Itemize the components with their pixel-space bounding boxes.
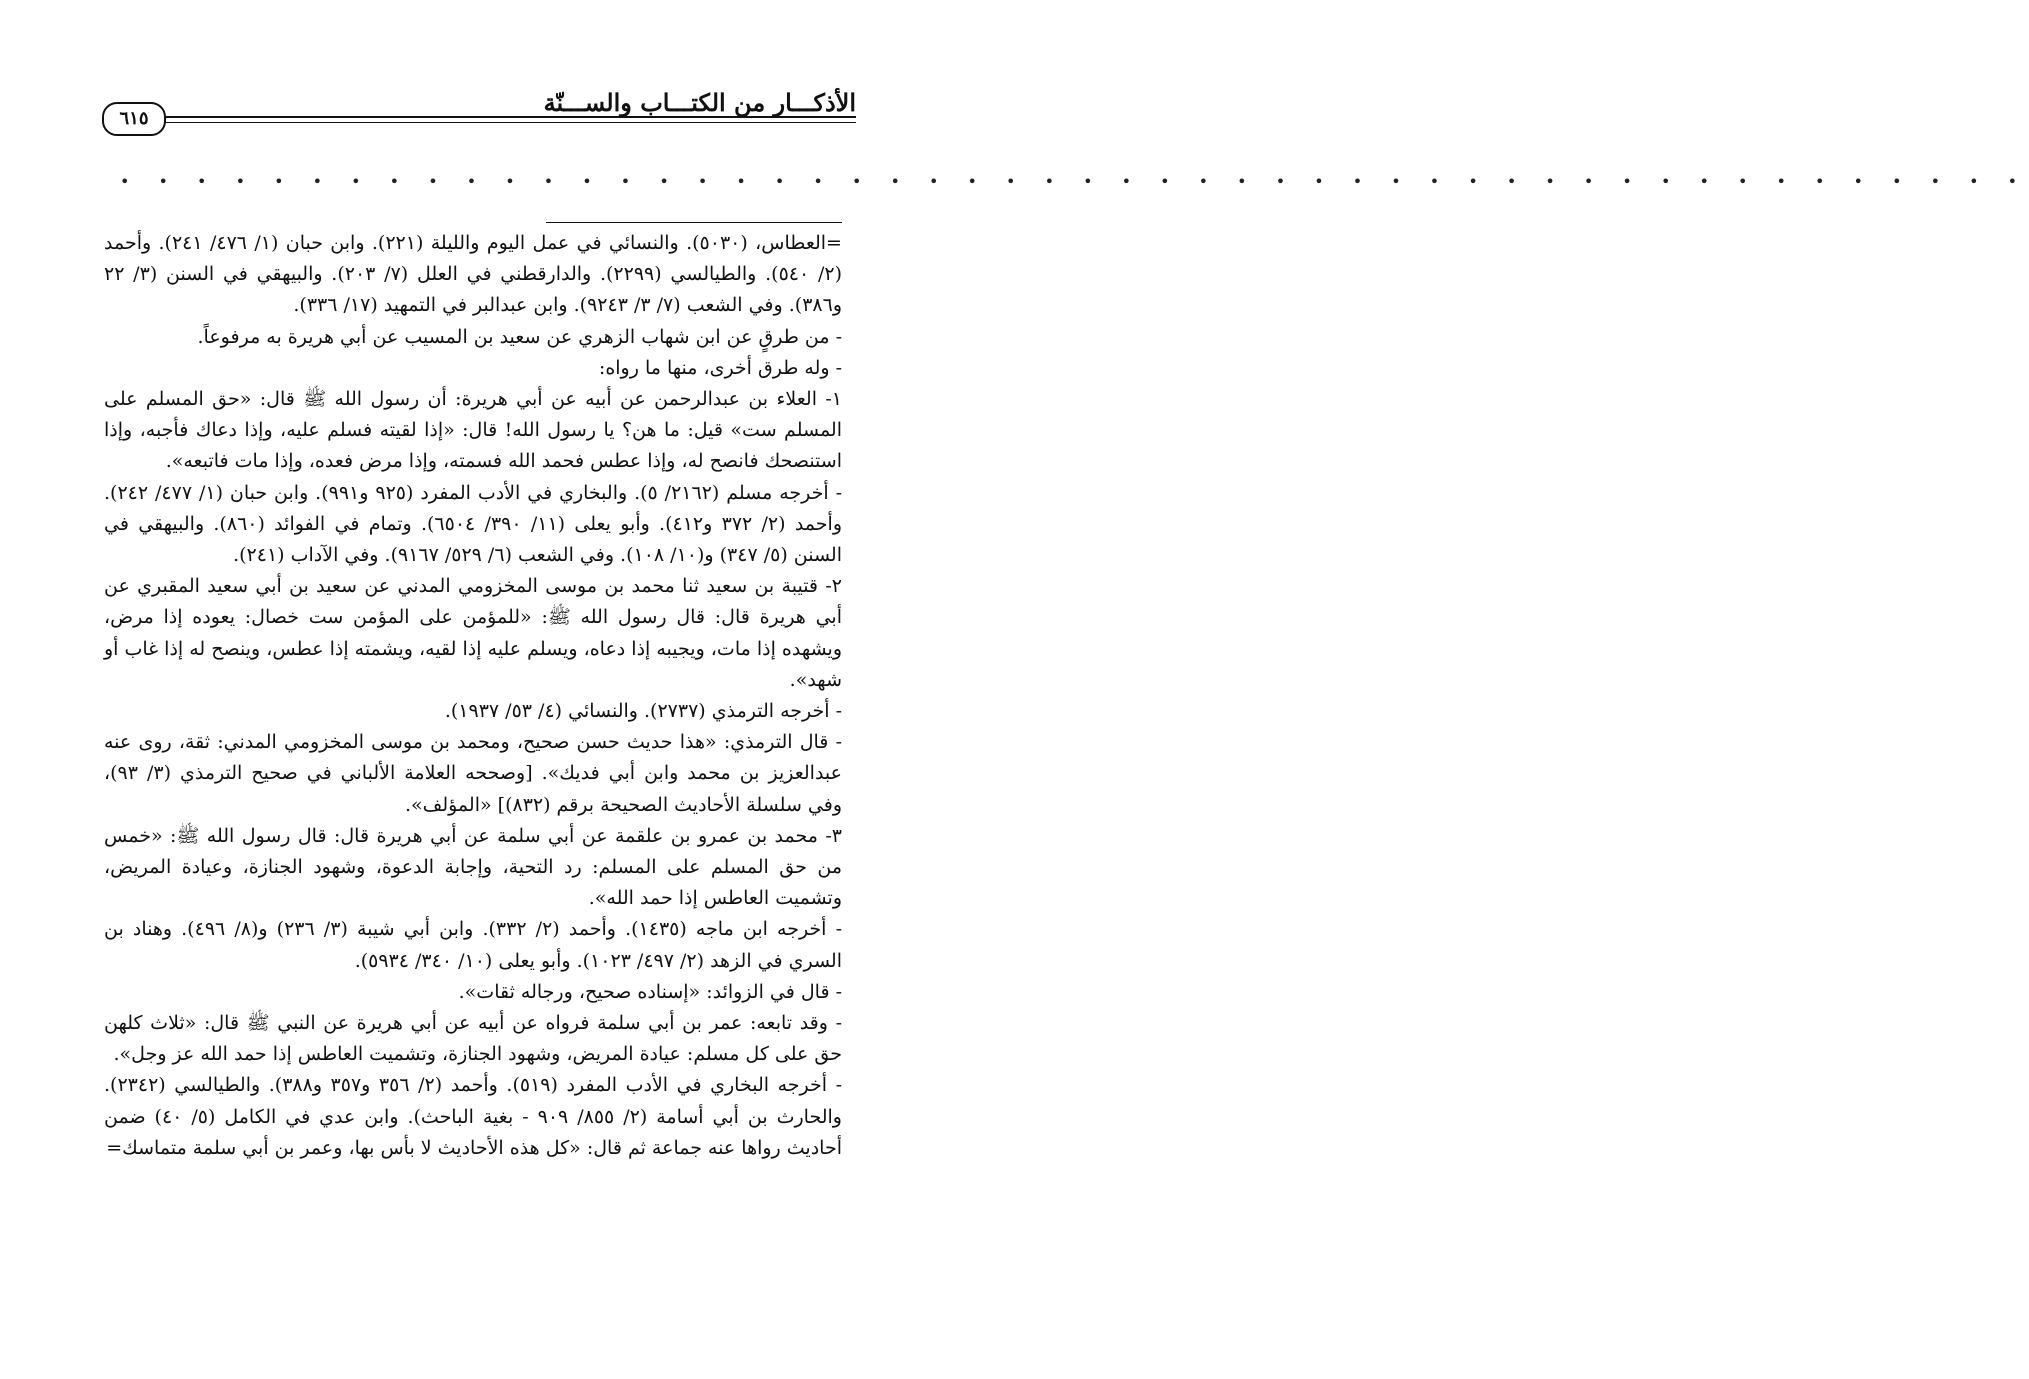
paragraph: - أخرجه ابن ماجه (١٤٣٥). وأحمد (٢/ ٣٣٢). وابن أبي شيبة (٣/ ٢٣٦) و(٨/ ٤٩٦). وهناد بن السري في الزهد (٢/ ٤٩٧/ ١٠٢٣). وأبو يعلى (١٠/ ٣٤٠/ ٥٩٣٤). [104,918,842,972]
paragraph: - أخرجه مسلم (٢١٦٢/ ٥). والبخاري في الأدب المفرد (٩٢٥ و٩٩١). وابن حبان (١/ ٤٧٧/ ٢٤٢). وأحمد (٢/ ٣٧٢ و٤١٢). وأبو يعلى (١١/ ٣٩٠/ ٦٥٠٤). وتمام في الفوائد (٨٦٠). والبيهقي في السنن (٥/ ٣٤٧) و(١٠/ ١٠٨). وفي الشعب (٦/ ٥٢٩/ ٩١٦٧). وفي الآداب (٢٤١). [104,481,842,567]
paragraph: - من طرقٍ عن ابن شهاب الزهري عن سعيد بن المسيب عن أبي هريرة به مرفوعاً. [197,325,842,348]
page-number: ٦١٥ [102,102,166,136]
paragraph: - قال في الزوائد: «إسناده صحيح، ورجاله ثقات». [458,980,842,1003]
paragraph: ٣- محمد بن عمرو بن علقمة عن أبي سلمة عن أبي هريرة قال: قال رسول الله ﷺ: «خمس من حق المسلم على المسلم: رد التحية، وإجابة الدعوة، وشهود الجنازة، وعيادة المريض، وتشميت العاطس إذا حمد الله». [104,824,842,910]
paragraph: =العطاس، (٥٠٣٠). والنسائي في عمل اليوم والليلة (٢٢١). وابن حبان (١/ ٤٧٦/ ٢٤١). وأحمد (٢/ ٥٤٠). والطيالسي (٢٢٩٩). والدارقطني في العلل (٧/ ٢٠٣). والبيهقي في السنن (٣/ ٢٢ و٣٨٦). وفي الشعب (٧/ ٣/ ٩٢٤٣). وابن عبدالبر في التمهيد (١٧/ ٣٣٦). [104,232,842,317]
page-header [100,80,856,140]
paragraph: ٢- قتيبة بن سعيد ثنا محمد بن موسى المخزومي المدني عن سعيد بن أبي سعيد المقبري عن أبي هريرة قال: قال رسول الله ﷺ: «للمؤمن على المؤمن ست خصال: يعوده إذا مرض، ويشهده إذا مات، ويجيبه إذا دعاه، ويسلم عليه إذا لقيه، ويشمته إذا عطس، وينصح له إذا غاب أو شهد». [104,575,842,691]
paragraph: - قال الترمذي: «هذا حديث حسن صحيح، ومحمد بن موسى المخزومي المدني: ثقة، روى عنه عبدالعزيز بن محمد وابن أبي فديك». [وصححه العلامة الألباني في صحيح الترمذي (٣/ ٩٣)، وفي سلسلة الأحاديث الصحيحة برقم (٨٣٢)] «المؤلف». [104,731,842,816]
header-rule [160,116,856,118]
paragraph: ١- العلاء بن عبدالرحمن عن أبيه عن أبي هريرة: أن رسول الله ﷺ قال: «حق المسلم على المسلم ست» قيل: ما هن؟ يا رسول الله! قال: «إذا لقيته فسلم عليه، وإذا دعاك فأجبه، وإذا استنصحك فانصح له، وإذا عطس فحمد الله فسمته، وإذا مرض فعده، وإذا مات فاتبعه». [104,388,842,473]
separator-dots: • • • • • • • • • • • • • • • • • • • • • • • • • • • • • • • • • • • • • • • • • • • • • • • • • • [120,172,2029,191]
footnote-text [104,228,842,1318]
footnote-rule [546,222,842,223]
paragraph: - أخرجه الترمذي (٢٧٣٧). والنسائي (٤/ ٥٣/ ١٩٣٧). [444,700,842,723]
paragraph: - أخرجه البخاري في الأدب المفرد (٥١٩). وأحمد (٢/ ٣٥٦ و٣٥٧ و٣٨٨). والطيالسي (٢٣٤٢). والحارث بن أبي أسامة (٢/ ٨٥٥/ ٩٠٩ - بغية الباحث). وابن عدي في الكامل (٥/ ٤٠) ضمن أحاديث رواها عنه جماعة ثم قال: «كل هذه الأحاديث لا بأس بها، وعمر بن أبي سلمة متماسك= [104,1074,842,1159]
header-rule-thin [160,122,856,123]
running-title: الأذكـــار من الكتـــاب والســـنّة [543,88,856,117]
paragraph: - وله طرق أخرى، منها ما رواه: [598,356,842,379]
paragraph: - وقد تابعه: عمر بن أبي سلمة فرواه عن أبيه عن أبي هريرة عن النبي ﷺ قال: «ثلاث كلهن حق على كل مسلم: عيادة المريض، وشهود الجنازة، وتشميت العاطس إذا حمد الله عز وجل». [104,1012,842,1066]
